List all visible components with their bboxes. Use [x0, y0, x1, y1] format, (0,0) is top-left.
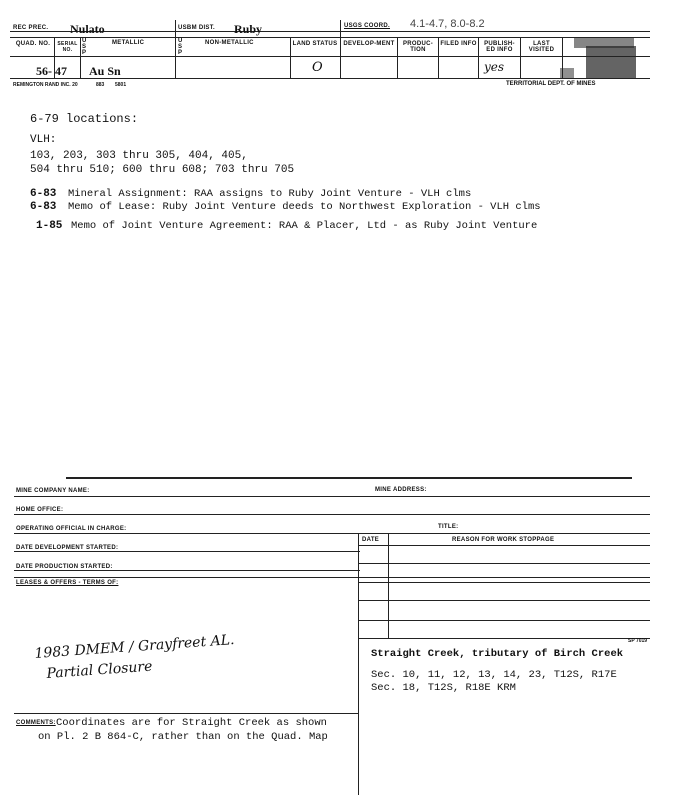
nonmetallic-codes: U S P [178, 38, 183, 56]
date-dev-started-label: DATE DEVELOPMENT STARTED: [16, 545, 119, 551]
printer-number-1: 883 [96, 82, 105, 88]
form-rule [14, 514, 650, 515]
filed-info-label: FILED INFO [440, 41, 477, 47]
entry-text: Memo of Joint Venture Agreement: RAA & Placer, Ltd - as Ruby Joint Venture [71, 220, 538, 232]
leases-offers-label: LEASES & OFFERS - TERMS OF: [16, 580, 119, 586]
entry-date: 6-83 [30, 188, 57, 200]
header-divider [438, 37, 439, 78]
location-line-2: Sec. 10, 11, 12, 13, 14, 23, T12S, R17E [371, 669, 617, 681]
comments-line-2: on Pl. 2 B 864-C, rather than on the Quad. Map [38, 731, 328, 743]
development-label: DEVELOP-MENT [343, 41, 395, 47]
entry-date: 1-85 [36, 220, 63, 232]
quad-label: QUAD. NO. [15, 41, 51, 47]
header-mid-rule [10, 37, 650, 38]
stoppage-row [358, 563, 650, 564]
header-row-rule [10, 56, 650, 57]
printer-number-2: 5801 [115, 82, 127, 88]
entry-text: Memo of Lease: Ruby Joint Venture deeds to Northwest Exploration - VLH clms [68, 201, 541, 213]
header-divider [397, 37, 398, 78]
operating-official-label: OPERATING OFFICIAL IN CHARGE: [16, 526, 127, 532]
entry-text: Mineral Assignment: RAA assigns to Ruby Joint Venture - VLH clms [68, 188, 472, 200]
usbm-dist-value: Ruby [234, 22, 263, 36]
header-divider [340, 20, 341, 78]
stoppage-row [358, 638, 650, 639]
land-status-value: O [312, 60, 323, 75]
title-label: TITLE: [438, 524, 459, 530]
quad-serial-value: 56- 47 [36, 64, 67, 78]
land-status-label: LAND STATUS [292, 41, 338, 47]
locations-heading: 6-79 locations: [30, 112, 139, 126]
rec-prec-value: Nulato [70, 22, 105, 36]
entry-date: 6-83 [30, 201, 57, 213]
vlh-label: VLH: [30, 134, 57, 146]
header-divider [175, 20, 176, 78]
comments-label: COMMENTS: [16, 720, 56, 726]
header-divider [80, 37, 81, 78]
form-rule [14, 496, 650, 497]
location-line-1: Straight Creek, tributary of Birch Creek [371, 648, 624, 660]
form-rule [358, 545, 650, 546]
rec-prec-label: REC PREC. [13, 25, 49, 31]
claims-line-1: 103, 203, 303 thru 305, 404, 405, [30, 150, 248, 162]
form-divider [358, 533, 359, 795]
stamp-blot [560, 68, 574, 78]
form-rule [14, 551, 360, 552]
production-label: PRODUC-TION [402, 41, 434, 53]
comments-rule [14, 713, 358, 714]
reason-col-header: REASON FOR WORK STOPPAGE [452, 537, 555, 543]
usgs-coord-value: 4.1-4.7, 8.0-8.2 [410, 18, 485, 30]
claims-line-2: 504 thru 510; 600 thru 608; 703 thru 705 [30, 164, 295, 176]
form-rule [14, 533, 650, 534]
form-rule [14, 577, 650, 578]
metallic-value: Au Sn [89, 64, 121, 78]
published-info-label: PUBLISH-ED INFO [484, 41, 515, 53]
stoppage-row [358, 582, 650, 583]
date-prod-started-label: DATE PRODUCTION STARTED: [16, 564, 113, 570]
stamp-blot [586, 46, 636, 78]
usbm-dist-label: USBM DIST. [178, 25, 216, 31]
stoppage-row [358, 600, 650, 601]
comments-line-1: Coordinates are for Straight Creek as shown [56, 717, 327, 729]
published-info-value: yes [484, 60, 505, 74]
last-visited-label: LAST VISITED [528, 41, 555, 53]
metallic-label: METALLIC [112, 40, 145, 46]
printer-imprint: REMINGTON RAND INC. 20 [13, 82, 78, 88]
date-col-header: DATE [362, 537, 380, 543]
serial-label: SERIAL NO. [57, 41, 78, 53]
form-rule [14, 570, 360, 571]
home-office-label: HOME OFFICE: [16, 507, 64, 513]
metallic-codes: U S P [82, 38, 87, 56]
form-code: SP 7019 [628, 638, 648, 644]
mine-company-name-label: MINE COMPANY NAME: [16, 488, 90, 494]
header-divider [290, 37, 291, 78]
handwritten-note-line-1: 1983 DMEM / Grayfreet AL. [34, 632, 235, 662]
usgs-coord-label: USGS COORD. [344, 23, 390, 29]
form-top-rule [66, 477, 632, 479]
location-line-3: Sec. 18, T12S, R18E KRM [371, 682, 516, 694]
nonmetallic-label: NON-METALLIC [205, 40, 254, 46]
handwritten-note-line-2: Partial Closure [46, 658, 153, 682]
header-divider [520, 37, 521, 78]
stoppage-row [358, 620, 650, 621]
mine-address-label: MINE ADDRESS: [375, 487, 427, 493]
header-top-rule [10, 31, 650, 32]
header-divider [478, 37, 479, 78]
department-label: TERRITORIAL DEPT. OF MINES [506, 81, 596, 87]
date-col-divider [388, 533, 389, 638]
